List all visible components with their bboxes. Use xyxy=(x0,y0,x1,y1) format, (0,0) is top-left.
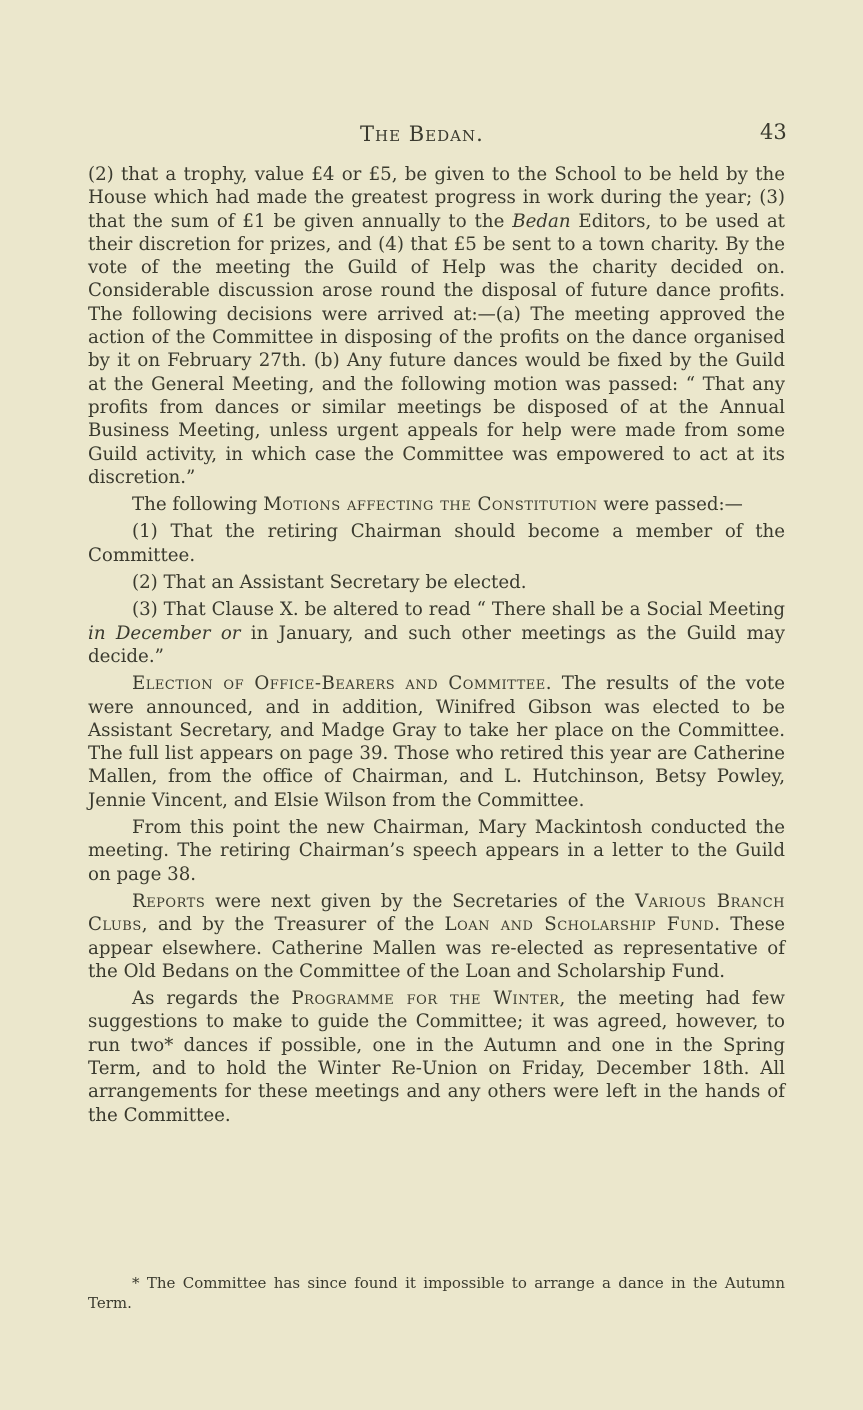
footnote: * The Committee has since found it impossible to arrange a dance in the Autumn Term. xyxy=(88,1274,785,1312)
text-run: . These appear elsewhere. Catherine Mallen was re-elected as representative of the Old Bedans on the Committee of the Loan and Scholarship Fund. xyxy=(88,914,785,982)
text-run xyxy=(211,623,221,644)
text-run: , and by the Treasurer of the xyxy=(141,914,445,936)
text-run: , the meeting had few suggestions to make to guide the Committee; it was agreed, however, to run two* dances if possible, one in the Autumn and one in the Spring Term, and to hold the Winter Re-Union on Friday, December 18th. All arrangements for these meetings and any others were left in the hands of the Committee. xyxy=(88,988,785,1126)
text-run: were passed:— xyxy=(597,494,743,516)
text-run: The following xyxy=(132,494,264,516)
small-caps-run: Reports xyxy=(132,890,206,912)
text-run: (3) That Clause X. be altered to read “ There shall be a Social Meeting xyxy=(132,599,785,621)
paragraph-3: (1) That the retiring Chairman should become a member of the Committee. xyxy=(88,521,785,566)
paragraph-2 xyxy=(88,493,785,516)
text-run: in January, and such other meetings as the Guild may decide.” xyxy=(88,622,785,667)
text-run: The results of the vote were announced, and in addition, Winifred Gibson was elected to be Assistant Secretary, and Madge Gray to take her place on the Committee. The full list appears on page 39. Those who retired this year are Catherine Mallen, from the office of Chairman, and L. Hutchinson, Betsy Powley, Jennie Vincent, and Elsie Wilson from the Committee. xyxy=(88,673,786,811)
page-header xyxy=(0,118,863,148)
small-caps-run: Various Branch Clubs xyxy=(88,890,785,936)
text-run: were next given by the Secretaries of the xyxy=(205,890,635,912)
italic-run: Bedan xyxy=(512,210,571,232)
italic-run: in December xyxy=(88,622,211,644)
small-caps-run: Programme for the Winter xyxy=(291,988,560,1010)
page-number: 43 xyxy=(760,120,787,144)
paragraph-1 xyxy=(88,163,785,489)
text-run: (2) that a trophy, value £4 or £5, be given to the School to be held by the House which had made the greatest progress in work during the year; (3) that the sum of £1 be given annually to the xyxy=(88,164,785,232)
paragraph-8 xyxy=(88,890,785,983)
paragraph-7: From this point the new Chairman, Mary Mackintosh conducted the meeting. The retiring Chairman’s speech appears in a letter to the Guild on page 38. xyxy=(88,817,785,885)
paragraph-9 xyxy=(88,987,785,1127)
paragraph-5 xyxy=(88,598,785,668)
text-run: As regards the xyxy=(132,988,292,1010)
small-caps-run: Election of Office-Bearers and Committee. xyxy=(132,673,553,695)
running-title: The Bedan. xyxy=(360,122,484,146)
body-text xyxy=(88,163,785,1131)
italic-run: or xyxy=(220,622,241,644)
small-caps-run: Motions affecting the Constitution xyxy=(263,494,598,516)
paragraph-4: (2) That an Assistant Secretary be elected. xyxy=(132,572,527,594)
paragraph-6 xyxy=(88,672,785,812)
small-caps-run: Loan and Scholarship Fund xyxy=(444,914,715,936)
text-run: Editors, to be used at their discretion for prizes, and (4) that £5 be sent to a town charity. By the vote of the meeting the Guild of Help was the charity decided on. Considerable discussion arose round the disposal of future dance profits. The following decisions were arrived at:—(a) The meeting approved the action of the Committee in disposing of the profits on the dance organised by it on February 27th. (b) Any future dances would be fixed by the Guild at the General Meeting, and the following motion was passed: “ That any profits from dances or similar meetings be disposed of at the Annual Business Meeting, unless urgent appeals for help were made from some Guild activity, in which case the Committee was empowered to act at its discretion.” xyxy=(88,210,785,488)
